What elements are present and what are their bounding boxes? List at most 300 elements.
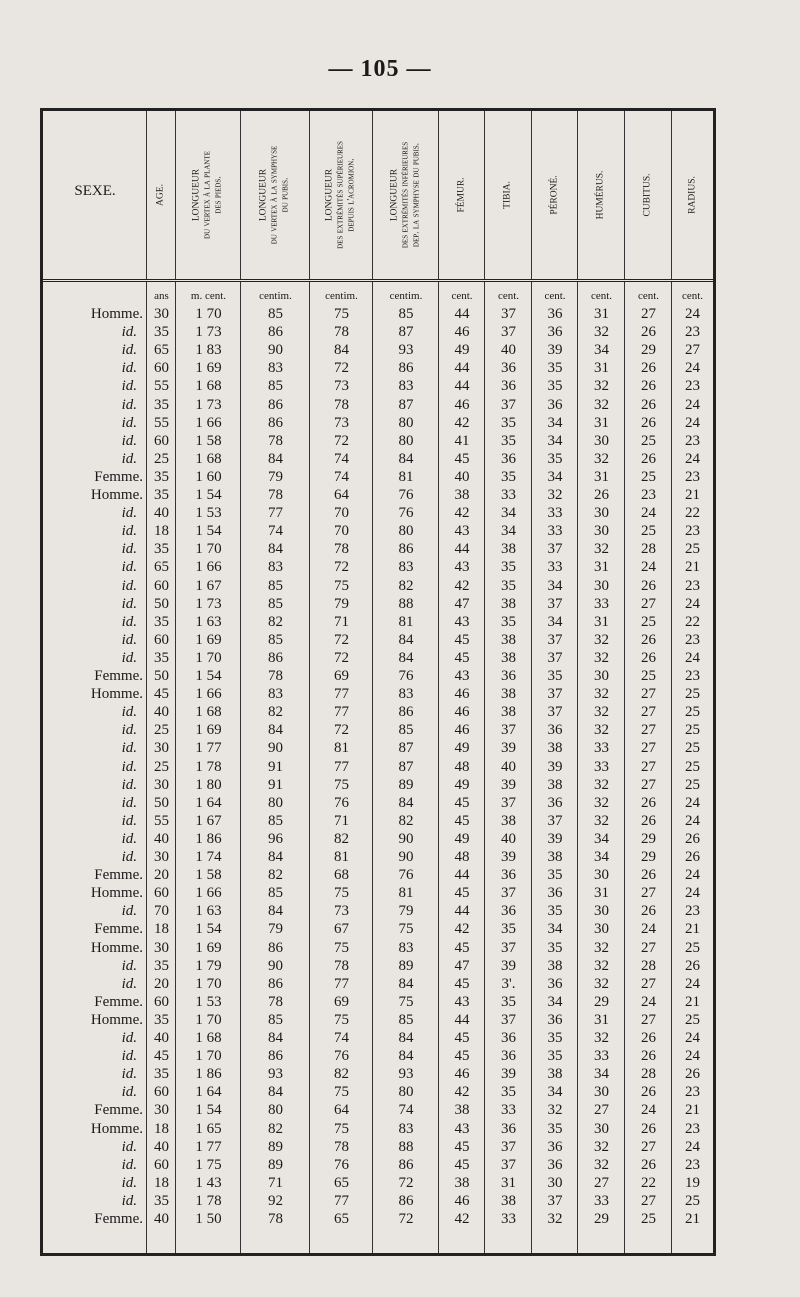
cell-cubitus: 26 [641,450,656,467]
cell-perone: 36 [547,1011,563,1028]
cell-longueur_pubis: 82 [268,867,283,884]
cell-longueur_pieds: 1 73 [195,396,222,413]
cell-longueur_pubis: 82 [268,1120,283,1137]
cell-cubitus: 25 [641,668,656,684]
header-label [596,171,607,220]
cell-femur: 46 [454,396,470,413]
cell-cubitus: 26 [641,1084,656,1101]
cell-longueur_pieds: 1 69 [195,722,222,739]
cell-humerus: 33 [594,1192,609,1209]
cell-sexe: id. [121,740,137,757]
cell-sexe: id. [121,505,137,522]
cell-sexe: id. [121,1156,137,1173]
cell-longueur_pieds: 1 68 [195,450,222,467]
cell-longueur_sup: 65 [334,1174,349,1191]
cell-longueur_pieds: 1 63 [195,613,222,630]
cell-femur: 44 [454,378,470,395]
cell-longueur_sup: 74 [334,1030,349,1046]
cell-sexe: Homme. [90,686,143,703]
cell-longueur_sup: 73 [334,903,349,920]
cell-longueur_sup: 75 [334,1011,349,1028]
cell-tibia: 37 [501,794,516,811]
cell-tibia: 35 [501,432,516,449]
cell-humerus: 30 [594,577,609,594]
cell-humerus: 31 [594,559,609,576]
cell-longueur_sup: 74 [334,450,349,467]
cell-radius: 24 [685,867,700,884]
cell-longueur_pieds: 1 58 [195,432,222,449]
table-row [43,758,713,776]
cell-humerus: 31 [594,306,609,322]
cell-longueur_pieds: 1 83 [195,342,222,359]
cell-longueur_pubis: 80 [268,794,283,811]
cell-longueur_pieds: 1 54 [195,921,222,938]
cell-longueur_inf: 85 [398,1011,414,1028]
cell-age: 60 [154,577,169,594]
cell-perone: 36 [547,396,563,413]
cell-sexe: id. [121,595,137,612]
cell-cubitus: 27 [641,1011,656,1028]
cell-age: 25 [154,450,169,467]
cell-femur: 46 [454,722,470,739]
header-label-line: LONGUEUR [389,168,399,222]
cell-radius: 25 [685,758,700,775]
header-tibia [485,111,532,279]
cell-longueur_sup: 67 [334,921,349,938]
cell-longueur_pubis: 86 [268,396,283,413]
cell-radius: 26 [685,1066,700,1083]
cell-sexe: Femme. [94,867,143,884]
cell-longueur_inf: 75 [398,993,414,1010]
cell-longueur_pubis: 85 [268,631,283,648]
cell-age: 50 [154,595,169,612]
table-row [43,957,713,975]
cell-age: 45 [154,686,169,703]
cell-perone: 37 [547,649,563,666]
cell-tibia: 36 [501,1120,516,1137]
table-row [43,377,713,395]
cell-perone: 37 [547,686,563,703]
table-row [43,1156,713,1174]
cell-longueur_pubis: 78 [268,1211,283,1227]
cell-femur: 45 [454,975,470,992]
cell-humerus: 27 [594,1174,609,1191]
cell-longueur_inf: 88 [398,1138,414,1155]
cell-longueur_sup: 72 [334,631,349,648]
cell-longueur_inf: 85 [398,306,414,322]
cell-longueur_inf: 84 [398,1030,414,1046]
cell-longueur_sup: 76 [334,1156,349,1173]
cell-femur: 44 [454,1011,470,1028]
cell-perone: 38 [547,740,563,757]
cell-humerus: 34 [594,830,609,847]
cell-longueur_pubis: 90 [268,342,283,359]
cell-longueur_pubis: 80 [268,1102,283,1119]
cell-longueur_inf: 84 [398,649,414,666]
cell-age: 40 [154,1030,169,1046]
cell-radius: 24 [685,649,700,666]
cell-femur: 43 [454,523,470,540]
header-label [643,173,654,216]
cell-radius: 21 [685,559,700,576]
table-row [43,993,713,1011]
cell-femur: 46 [454,1192,470,1209]
cell-longueur_sup: 71 [334,812,349,829]
cell-perone: 34 [547,921,563,938]
cell-cubitus: 24 [641,993,656,1010]
cell-longueur_inf: 81 [398,468,414,485]
table-row [43,685,713,703]
cell-cubitus: 26 [641,1120,656,1137]
cell-age: 35 [154,1066,169,1083]
header-radius [672,111,713,279]
cell-femur: 45 [454,885,470,902]
cell-tibia: 36 [501,360,516,377]
cell-sexe: Femme. [94,1211,143,1227]
cell-longueur_pubis: 86 [268,1048,283,1065]
cell-humerus: 32 [594,378,609,395]
cell-humerus: 32 [594,1156,609,1173]
cell-age: 35 [154,1011,169,1028]
cell-radius: 23 [685,523,700,540]
cell-longueur_pubis: 78 [268,993,283,1010]
header-label: SEXE. [74,183,116,199]
cell-tibia: 36 [501,668,516,684]
cell-humerus: 32 [594,541,609,558]
table-row [43,504,713,522]
cell-perone: 39 [547,830,563,847]
cell-cubitus: 27 [641,595,656,612]
cell-sexe: id. [121,849,137,865]
cell-longueur_sup: 73 [334,414,349,431]
cell-longueur_sup: 81 [334,740,349,757]
header-label-line: des extrémités supérieures [335,141,346,249]
cell-perone: 35 [547,378,563,395]
cell-humerus: 26 [594,487,609,503]
header-cubitus [625,111,672,279]
table-row [43,341,713,359]
cell-cubitus: 26 [641,378,656,395]
cell-tibia: 37 [501,1156,516,1173]
cell-age: 30 [154,740,169,757]
cell-humerus: 31 [594,468,609,485]
cell-femur: 43 [454,613,470,630]
cell-sexe: id. [121,704,137,721]
table-row [43,595,713,613]
cell-humerus: 32 [594,1138,609,1155]
cell-longueur_inf: 88 [398,595,414,612]
cell-femur: 49 [454,740,470,757]
cell-cubitus: 29 [641,830,656,847]
table-row [43,305,713,323]
cell-longueur_sup: 72 [334,722,349,739]
cell-cubitus: 27 [641,939,656,956]
cell-tibia: 36 [501,1030,516,1046]
cell-cubitus: 26 [641,1048,656,1065]
cell-femur: 45 [454,649,470,666]
cell-tibia: 35 [501,468,516,485]
cell-tibia: 35 [501,559,516,576]
cell-sexe: id. [121,432,137,449]
cell-humerus: 32 [594,1030,609,1046]
cell-longueur_inf: 86 [398,1192,414,1209]
cell-longueur_pubis: 85 [268,1011,283,1028]
cell-longueur_pieds: 1 64 [195,1084,222,1101]
header-label-line: RADIUS. [687,176,697,214]
cell-tibia: 35 [501,1084,516,1101]
cell-perone: 35 [547,360,563,377]
table-row [43,920,713,938]
cell-tibia: 37 [501,396,516,413]
cell-longueur_sup: 78 [334,396,349,413]
cell-radius: 21 [685,993,700,1010]
cell-age: 60 [154,631,169,648]
cell-longueur_inf: 84 [398,450,414,467]
cell-humerus: 32 [594,975,609,992]
cell-cubitus: 24 [641,921,656,938]
cell-longueur_sup: 64 [334,1102,349,1119]
cell-cubitus: 26 [641,631,656,648]
cell-longueur_inf: 80 [398,432,414,449]
cell-longueur_sup: 77 [334,686,349,703]
header-label-line: LONGUEUR [324,168,335,222]
cell-cubitus: 26 [641,414,656,431]
cell-femur: 45 [454,1156,470,1173]
cell-tibia: 33 [501,487,516,503]
table-row [43,812,713,830]
cell-longueur_inf: 83 [398,1120,414,1137]
cell-perone: 34 [547,577,563,594]
cell-longueur_pubis: 84 [268,903,283,920]
cell-femur: 48 [454,849,470,865]
cell-humerus: 30 [594,505,609,522]
cell-longueur_pieds: 1 73 [195,324,222,341]
cell-perone: 37 [547,595,563,612]
cell-sexe: id. [121,903,137,920]
cell-humerus: 32 [594,324,609,341]
cell-longueur_inf: 76 [398,668,414,684]
header-label-line: PÉRONÉ. [549,175,559,215]
cell-longueur_pubis: 86 [268,975,283,992]
cell-humerus: 33 [594,740,609,757]
header-label-line: CUBITUS. [642,173,653,217]
cell-tibia: 35 [501,613,516,630]
cell-longueur_inf: 86 [398,704,414,721]
cell-longueur_pieds: 1 77 [195,740,222,757]
cell-sexe: id. [121,957,137,974]
cell-longueur_pubis: 78 [268,668,283,684]
cell-humerus: 30 [594,903,609,920]
header-label [259,146,292,245]
cell-age: 20 [154,975,169,992]
cell-radius: 26 [685,830,700,847]
cell-age: 35 [154,541,169,558]
cell-longueur_sup: 84 [334,342,349,359]
cell-sexe: id. [121,812,137,829]
cell-longueur_pieds: 1 75 [195,1156,222,1173]
cell-longueur_sup: 72 [334,559,349,576]
cell-tibia: 35 [501,577,516,594]
cell-longueur_pieds: 1 80 [195,776,222,793]
cell-age: 60 [154,432,169,449]
cell-longueur_pubis: 85 [268,812,283,829]
cell-cubitus: 27 [641,975,656,992]
cell-tibia: 37 [501,324,516,341]
table-row [43,776,713,794]
cell-longueur_sup: 72 [334,360,349,377]
cell-sexe: Femme. [94,921,143,938]
cell-longueur_pieds: 1 67 [195,812,222,829]
cell-age: 60 [154,360,169,377]
cell-longueur_pubis: 96 [268,830,283,847]
table-row [43,830,713,848]
cell-perone: 30 [547,1174,563,1191]
cell-longueur_pubis: 85 [268,577,283,594]
units-row [43,287,713,305]
cell-sexe: id. [121,342,137,359]
cell-longueur_sup: 77 [334,704,349,721]
cell-longueur_inf: 72 [398,1174,414,1191]
cell-longueur_inf: 84 [398,975,414,992]
cell-age: 55 [154,378,169,395]
cell-longueur_inf: 81 [398,885,414,902]
cell-cubitus: 24 [641,505,656,522]
cell-age: 70 [154,903,169,920]
cell-femur: 45 [454,812,470,829]
cell-cubitus: 24 [641,1102,656,1119]
cell-longueur_inf: 89 [398,776,414,793]
cell-longueur_sup: 70 [334,505,349,522]
cell-sexe: id. [121,975,137,992]
cell-longueur_pubis: 84 [268,722,283,739]
cell-longueur_pieds: 1 70 [195,649,222,666]
cell-humerus: 33 [594,595,609,612]
cell-longueur_sup: 64 [334,487,349,503]
cell-perone: 34 [547,613,563,630]
cell-radius: 24 [685,306,700,322]
cell-femur: 45 [454,794,470,811]
cell-longueur_pieds: 1 63 [195,903,222,920]
cell-radius: 25 [685,1192,700,1209]
cell-tibia: 39 [501,957,516,974]
cell-longueur_pubis: 71 [268,1174,283,1191]
cell-sexe: id. [121,541,137,558]
table-row [43,1138,713,1156]
header-label-line: du vertex à la plante [202,150,213,240]
cell-radius: 24 [685,414,700,431]
cell-longueur_pieds: 1 70 [195,541,222,558]
cell-femur: 45 [454,631,470,648]
cell-longueur_sup: 77 [334,1192,349,1209]
cell-longueur_pieds: 1 68 [195,704,222,721]
cell-cubitus: 28 [641,957,656,974]
table-row [43,1047,713,1065]
cell-sexe: id. [121,1174,137,1191]
cell-longueur_pieds: 1 73 [195,595,222,612]
cell-humerus: 31 [594,1011,609,1028]
cell-humerus: 34 [594,1066,609,1083]
cell-longueur_inf: 83 [398,686,414,703]
header-label-line: des pieds. [213,176,224,214]
cell-radius: 24 [685,975,700,992]
cell-longueur_inf: 82 [398,812,414,829]
cell-humerus: 34 [594,849,609,865]
cell-tibia: 33 [501,1102,516,1119]
cell-age: 35 [154,396,169,413]
cell-perone: 33 [547,559,563,576]
cell-longueur_pieds: 1 70 [195,1048,222,1065]
unit-label: cent. [497,290,520,302]
cell-age: 25 [154,758,169,775]
header-label-line: du vertex à la symphyse [269,145,280,245]
table-body [43,282,713,1253]
cell-perone: 37 [547,631,563,648]
cell-longueur_inf: 83 [398,559,414,576]
cell-radius: 24 [685,595,700,612]
cell-age: 20 [154,867,169,884]
cell-age: 35 [154,1192,169,1209]
cell-tibia: 37 [501,939,516,956]
header-label [687,176,698,214]
cell-humerus: 33 [594,1048,609,1065]
header-label-line: LONGUEUR [191,168,202,222]
cell-perone: 36 [547,1138,563,1155]
table-row [43,450,713,468]
cell-tibia: 31 [501,1174,516,1191]
cell-longueur_pubis: 83 [268,360,283,377]
cell-humerus: 30 [594,1084,609,1101]
cell-cubitus: 27 [641,722,656,739]
cell-sexe: id. [121,1030,137,1046]
cell-longueur_inf: 80 [398,523,414,540]
cell-cubitus: 27 [641,704,656,721]
header-label [192,151,225,239]
cell-humerus: 30 [594,921,609,938]
cell-longueur_inf: 87 [398,740,414,757]
cell-tibia: 40 [501,758,516,775]
cell-perone: 39 [547,758,563,775]
cell-longueur_pieds: 1 54 [195,1102,222,1119]
cell-longueur_pubis: 84 [268,849,283,865]
cell-radius: 23 [685,1084,700,1101]
cell-femur: 44 [454,306,470,322]
cell-perone: 32 [547,1102,563,1119]
header-label-line: FÉMUR. [456,177,466,213]
cell-perone: 34 [547,432,563,449]
cell-longueur_inf: 84 [398,631,414,648]
cell-longueur_pieds: 1 68 [195,1030,222,1046]
cell-longueur_pieds: 1 64 [195,794,222,811]
cell-age: 50 [154,668,169,684]
cell-tibia: 39 [501,776,516,793]
table-row [43,432,713,450]
cell-femur: 38 [454,487,470,503]
cell-perone: 36 [547,794,563,811]
cell-age: 65 [154,559,169,576]
cell-longueur_pieds: 1 66 [195,686,222,703]
cell-perone: 38 [547,957,563,974]
cell-cubitus: 25 [641,468,656,485]
cell-tibia: 38 [501,704,516,721]
cell-radius: 25 [685,541,700,558]
header-label-line: dep. la symphyse du pubis. [411,142,421,248]
cell-femur: 47 [454,595,470,612]
cell-femur: 44 [454,541,470,558]
cell-radius: 24 [685,812,700,829]
cell-humerus: 32 [594,704,609,721]
cell-longueur_pubis: 89 [268,1138,283,1155]
table-row [43,359,713,377]
